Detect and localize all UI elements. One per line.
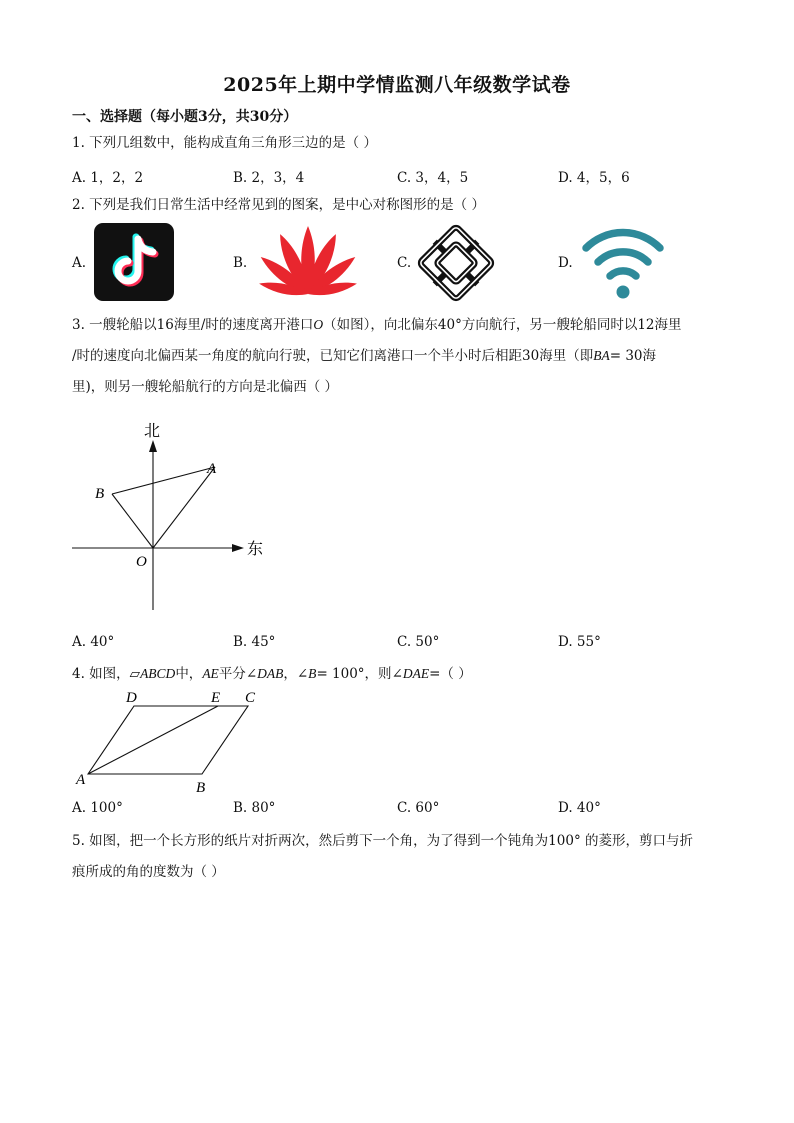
- q4-parallelogram-figure: [66, 686, 272, 798]
- q4-var-angle-dae: ∠DAE: [391, 666, 430, 681]
- point-a-label: A: [207, 461, 217, 477]
- east-arrowhead: [232, 544, 244, 552]
- q3-text: /时的速度向北偏西某一角度的航向行驶，已知它们离港口一个半小时后相距30海里（即: [72, 348, 594, 364]
- q4-text: 中，: [175, 666, 203, 682]
- q3-option-b: B. 45°: [233, 634, 276, 650]
- question-3-line-3: 里)，则另一艘轮船航行的方向是北偏西（ ）: [72, 379, 339, 395]
- vertex-b-label: B: [196, 780, 206, 796]
- question-4-stem: [72, 665, 472, 683]
- q4-text: ，: [283, 666, 297, 682]
- q3-option-a: A. 40°: [72, 634, 115, 650]
- vertex-d-label: D: [126, 690, 137, 706]
- q4-option-b: B. 80°: [233, 800, 276, 816]
- q1-option-a: A. 1，2，2: [72, 170, 144, 186]
- q2-option-d: D.: [558, 255, 573, 271]
- q3-text: = 30海: [609, 348, 657, 364]
- q3-var-ba: BA: [593, 348, 610, 363]
- question-5-line-2: 痕所成的角的度数为（ ）: [72, 864, 225, 880]
- q4-text: = 100°，则: [316, 666, 392, 682]
- section-heading: 一、选择题（每小题3分，共30分）: [72, 109, 298, 125]
- question-5-line-1: 5. 如图，把一个长方形的纸片对折两次，然后剪下一个角，为了得到一个钝角为100° 的菱形，剪口与折: [72, 833, 693, 849]
- q4-option-a: A. 100°: [72, 800, 123, 816]
- point-e-label: E: [211, 690, 221, 706]
- point-b-label: B: [95, 486, 105, 502]
- wifi-icon: [580, 222, 666, 302]
- tiktok-logo-icon: [94, 223, 174, 301]
- north-label: 北: [144, 423, 161, 440]
- question-3-line-2: [72, 344, 656, 364]
- q4-text: =（ ）: [429, 666, 472, 682]
- question-3-line-1: [72, 313, 682, 333]
- interlocked-knot-icon: [417, 224, 495, 302]
- q4-var-angle-b: ∠B: [296, 666, 317, 681]
- north-arrowhead: [149, 440, 157, 452]
- q3-text: （如图），向北偏东40°方向航行，另一艘轮船同时以12海里: [323, 317, 682, 333]
- q2-option-c: C.: [397, 255, 412, 271]
- q3-var-o: O: [313, 317, 324, 332]
- q1-option-c: C. 3，4，5: [397, 170, 469, 186]
- point-o-label: O: [136, 554, 147, 570]
- q2-option-b: B.: [233, 255, 248, 271]
- q1-option-d: D. 4，5，6: [558, 170, 630, 186]
- question-1-stem: 1. 下列几组数中，能构成直角三角形三边的是（ ）: [72, 135, 377, 151]
- q4-option-c: C. 60°: [397, 800, 440, 816]
- vertex-c-label: C: [245, 690, 256, 706]
- q3-option-c: C. 50°: [397, 634, 440, 650]
- question-2-stem: 2. 下列是我们日常生活中经常见到的图案，是中心对称图形的是（ ）: [72, 197, 485, 213]
- q4-text: 平分: [218, 666, 246, 682]
- huawei-logo-icon: [254, 224, 362, 296]
- q4-var-abcd: ABCD: [140, 666, 176, 681]
- q3-option-d: D. 55°: [558, 634, 601, 650]
- vertex-a-label: A: [76, 772, 86, 788]
- q2-option-a: A.: [72, 255, 87, 271]
- q3-text: 3. 一艘轮船以16海里/时的速度离开港口: [72, 317, 314, 333]
- parallelogram-symbol: ▱: [129, 666, 141, 682]
- q3-direction-figure: [66, 414, 278, 614]
- q1-option-b: B. 2，3，4: [233, 170, 305, 186]
- q4-option-d: D. 40°: [558, 800, 601, 816]
- q4-text: 4. 如图，: [72, 666, 130, 682]
- q4-var-angle-dab: ∠DAB: [245, 666, 284, 681]
- q4-var-ae: AE: [202, 666, 219, 681]
- page-title: 2025年上期中学情监测八年级数学试卷: [223, 74, 571, 96]
- east-label: 东: [247, 541, 264, 558]
